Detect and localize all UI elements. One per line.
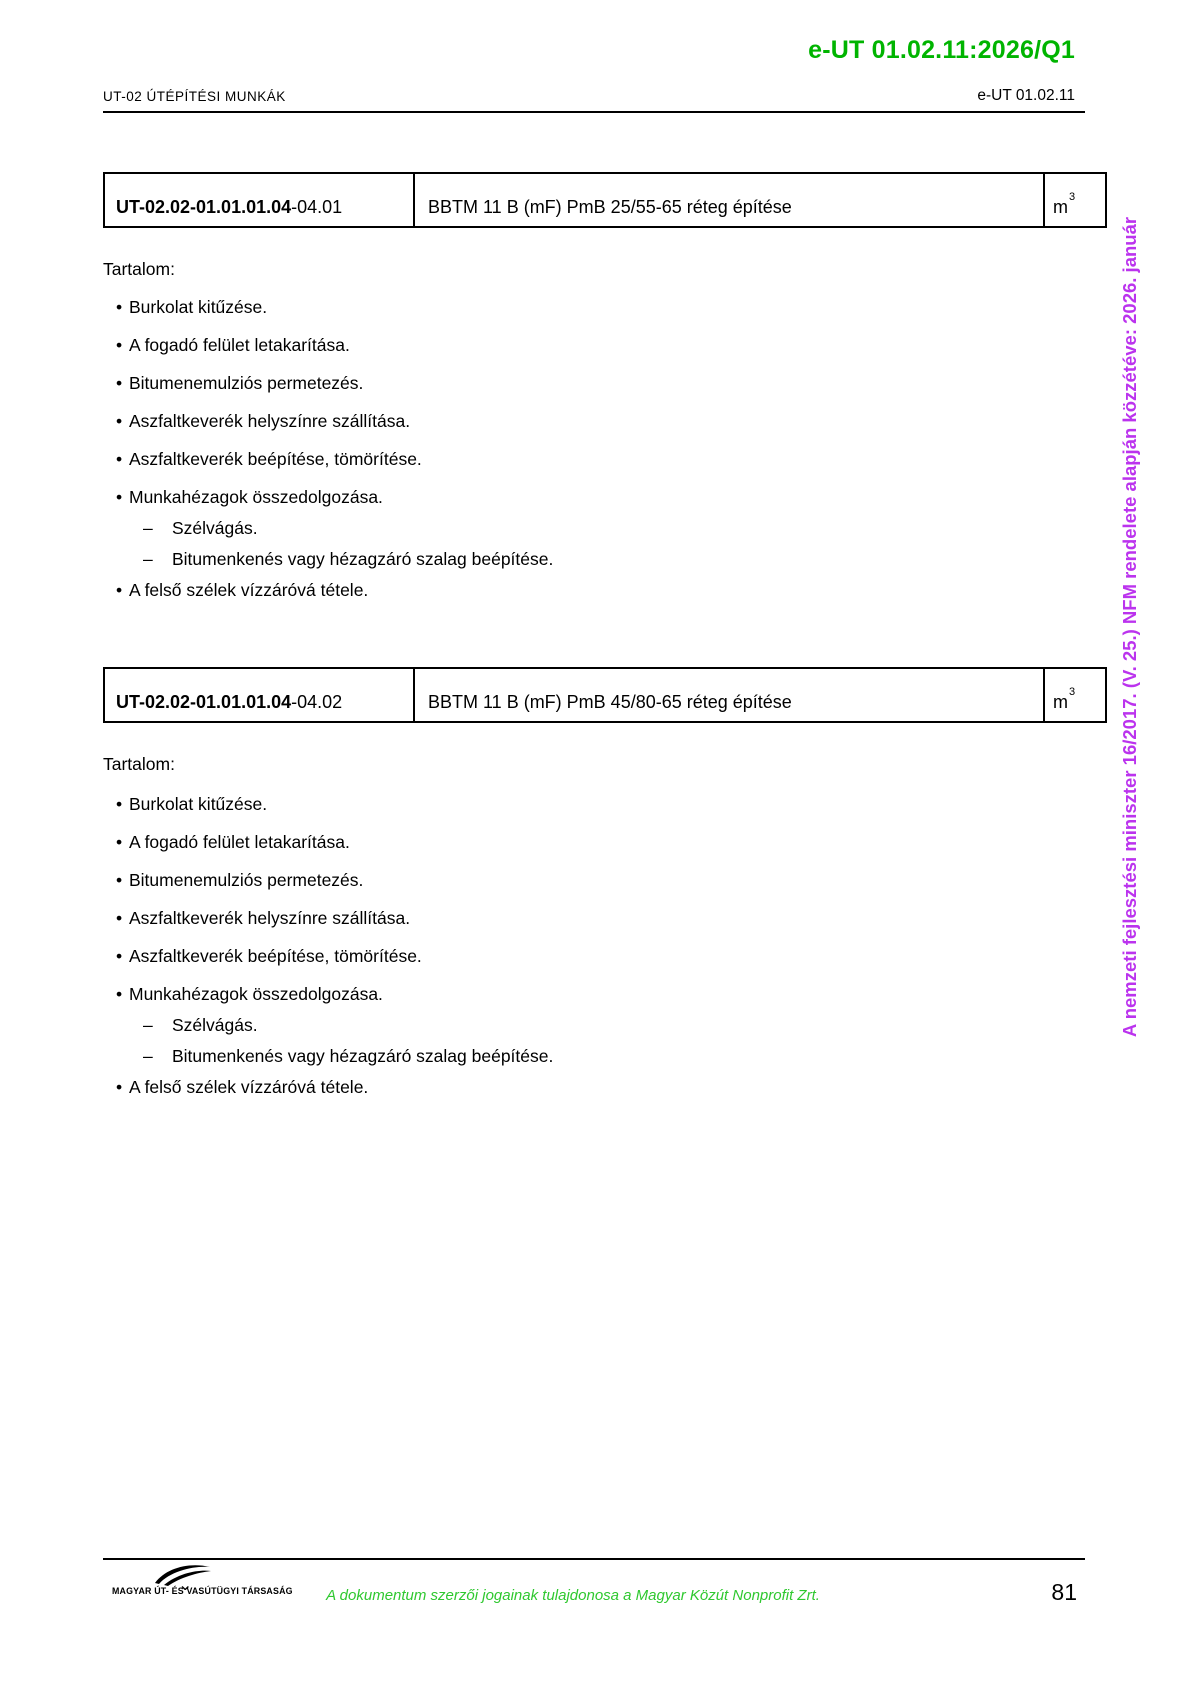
work-item-code — [105, 174, 415, 226]
bullet-item — [103, 832, 823, 853]
bullet-marker: • — [116, 946, 123, 966]
work-item-unit: $m^3$ — [1053, 686, 1076, 712]
list-item-text: A fogadó felület letakarítása. — [129, 832, 350, 852]
footer-rule — [103, 1558, 1085, 1560]
list-item-text: Szélvágás. — [172, 1015, 258, 1035]
list-item-text: Aszfaltkeverék helyszínre szállítása. — [129, 908, 411, 928]
header-doc-code: e-UT 01.02.11 — [977, 87, 1075, 104]
bullet-marker: • — [116, 580, 123, 600]
content-list-1 — [103, 297, 823, 618]
bullet-marker: • — [116, 908, 123, 928]
list-item-text: Burkolat kitűzése. — [129, 297, 268, 317]
dash-marker: – — [143, 1046, 153, 1066]
bullet-item — [103, 908, 823, 929]
work-item-unit: $m^3$ — [1053, 191, 1076, 217]
bullet-marker: • — [116, 832, 123, 852]
bullet-marker: • — [116, 870, 123, 890]
list-item-text: Bitumenemulziós permetezés. — [129, 373, 364, 393]
bullet-item — [103, 946, 823, 967]
bullet-marker: • — [116, 373, 123, 393]
bullet-item — [103, 794, 823, 815]
list-item-text: Munkahézagok összedolgozása. — [129, 487, 383, 507]
list-item-text: Aszfaltkeverék helyszínre szállítása. — [129, 411, 411, 431]
sidebar-publication-note: A nemzeti fejlesztési miniszter 16/2017. (V. 25.) NFM rendelete alapján közzétéve: 2026. január — [1119, 216, 1140, 1038]
sub-dash-item — [103, 1046, 823, 1067]
list-item-text: Bitumenkenés vagy hézagzáró szalag beépítése. — [172, 549, 554, 569]
work-item-table-1 — [103, 172, 1107, 228]
standard-code-title: e-UT 01.02.11:2026/Q1 — [808, 36, 1075, 64]
bullet-item — [103, 411, 823, 432]
work-item-description: BBTM 11 B (mF) PmB 25/55-65 réteg építése — [415, 174, 1045, 226]
list-item-text: Aszfaltkeverék beépítése, tömörítése. — [129, 449, 422, 469]
list-item-text: A felső szélek vízzáróvá tétele. — [129, 580, 369, 600]
sub-dash-item — [103, 518, 823, 539]
bullet-item — [103, 487, 823, 508]
content-list-2 — [103, 794, 823, 1115]
bullet-item — [103, 373, 823, 394]
list-item-text: Bitumenemulziós permetezés. — [129, 870, 364, 890]
sub-dash-item — [103, 549, 823, 570]
dash-marker: – — [143, 1015, 153, 1035]
work-item-code-text: UT-02.02-01.01.01.04-04.02 — [116, 692, 343, 712]
bullet-marker: • — [116, 487, 123, 507]
bullet-item — [103, 580, 823, 601]
work-item-code — [105, 669, 415, 721]
bullet-marker: • — [116, 297, 123, 317]
bullet-marker: • — [116, 411, 123, 431]
dash-marker: – — [143, 549, 153, 569]
header-rule — [103, 111, 1085, 113]
list-item-text: Bitumenkenés vagy hézagzáró szalag beépítése. — [172, 1046, 554, 1066]
copyright-notice: A dokumentum szerzői jogainak tulajdonosa a Magyar Közút Nonprofit Zrt. — [326, 1587, 820, 1604]
bullet-marker: • — [116, 1077, 123, 1097]
bullet-item — [103, 870, 823, 891]
content-label-2: Tartalom: — [103, 754, 175, 774]
dash-marker: – — [143, 518, 153, 538]
work-item-description: BBTM 11 B (mF) PmB 45/80-65 réteg építése — [415, 669, 1045, 721]
bullet-marker: • — [116, 984, 123, 1004]
page-number: 81 — [1051, 1579, 1077, 1605]
bullet-item — [103, 1077, 823, 1098]
bullet-item — [103, 335, 823, 356]
organization-name: MAGYAR ÚT- ÉS VASÚTÜGYI TÁRSASÁG — [112, 1586, 293, 1597]
bullet-item — [103, 297, 823, 318]
bullet-marker: • — [116, 794, 123, 814]
work-item-table-2 — [103, 667, 1107, 723]
header-section-title: UT-02 ÚTÉPÍTÉSI MUNKÁK — [103, 89, 286, 104]
work-item-code-text: UT-02.02-01.01.01.04-04.01 — [116, 197, 343, 217]
list-item-text: Aszfaltkeverék beépítése, tömörítése. — [129, 946, 422, 966]
bullet-marker: • — [116, 449, 123, 469]
list-item-text: A fogadó felület letakarítása. — [129, 335, 350, 355]
list-item-text: Szélvágás. — [172, 518, 258, 538]
bullet-marker: • — [116, 335, 123, 355]
list-item-text: Burkolat kitűzése. — [129, 794, 268, 814]
sub-dash-item — [103, 1015, 823, 1036]
bullet-item — [103, 984, 823, 1005]
bullet-item — [103, 449, 823, 470]
list-item-text: A felső szélek vízzáróvá tétele. — [129, 1077, 369, 1097]
content-label-1: Tartalom: — [103, 259, 175, 279]
list-item-text: Munkahézagok összedolgozása. — [129, 984, 383, 1004]
